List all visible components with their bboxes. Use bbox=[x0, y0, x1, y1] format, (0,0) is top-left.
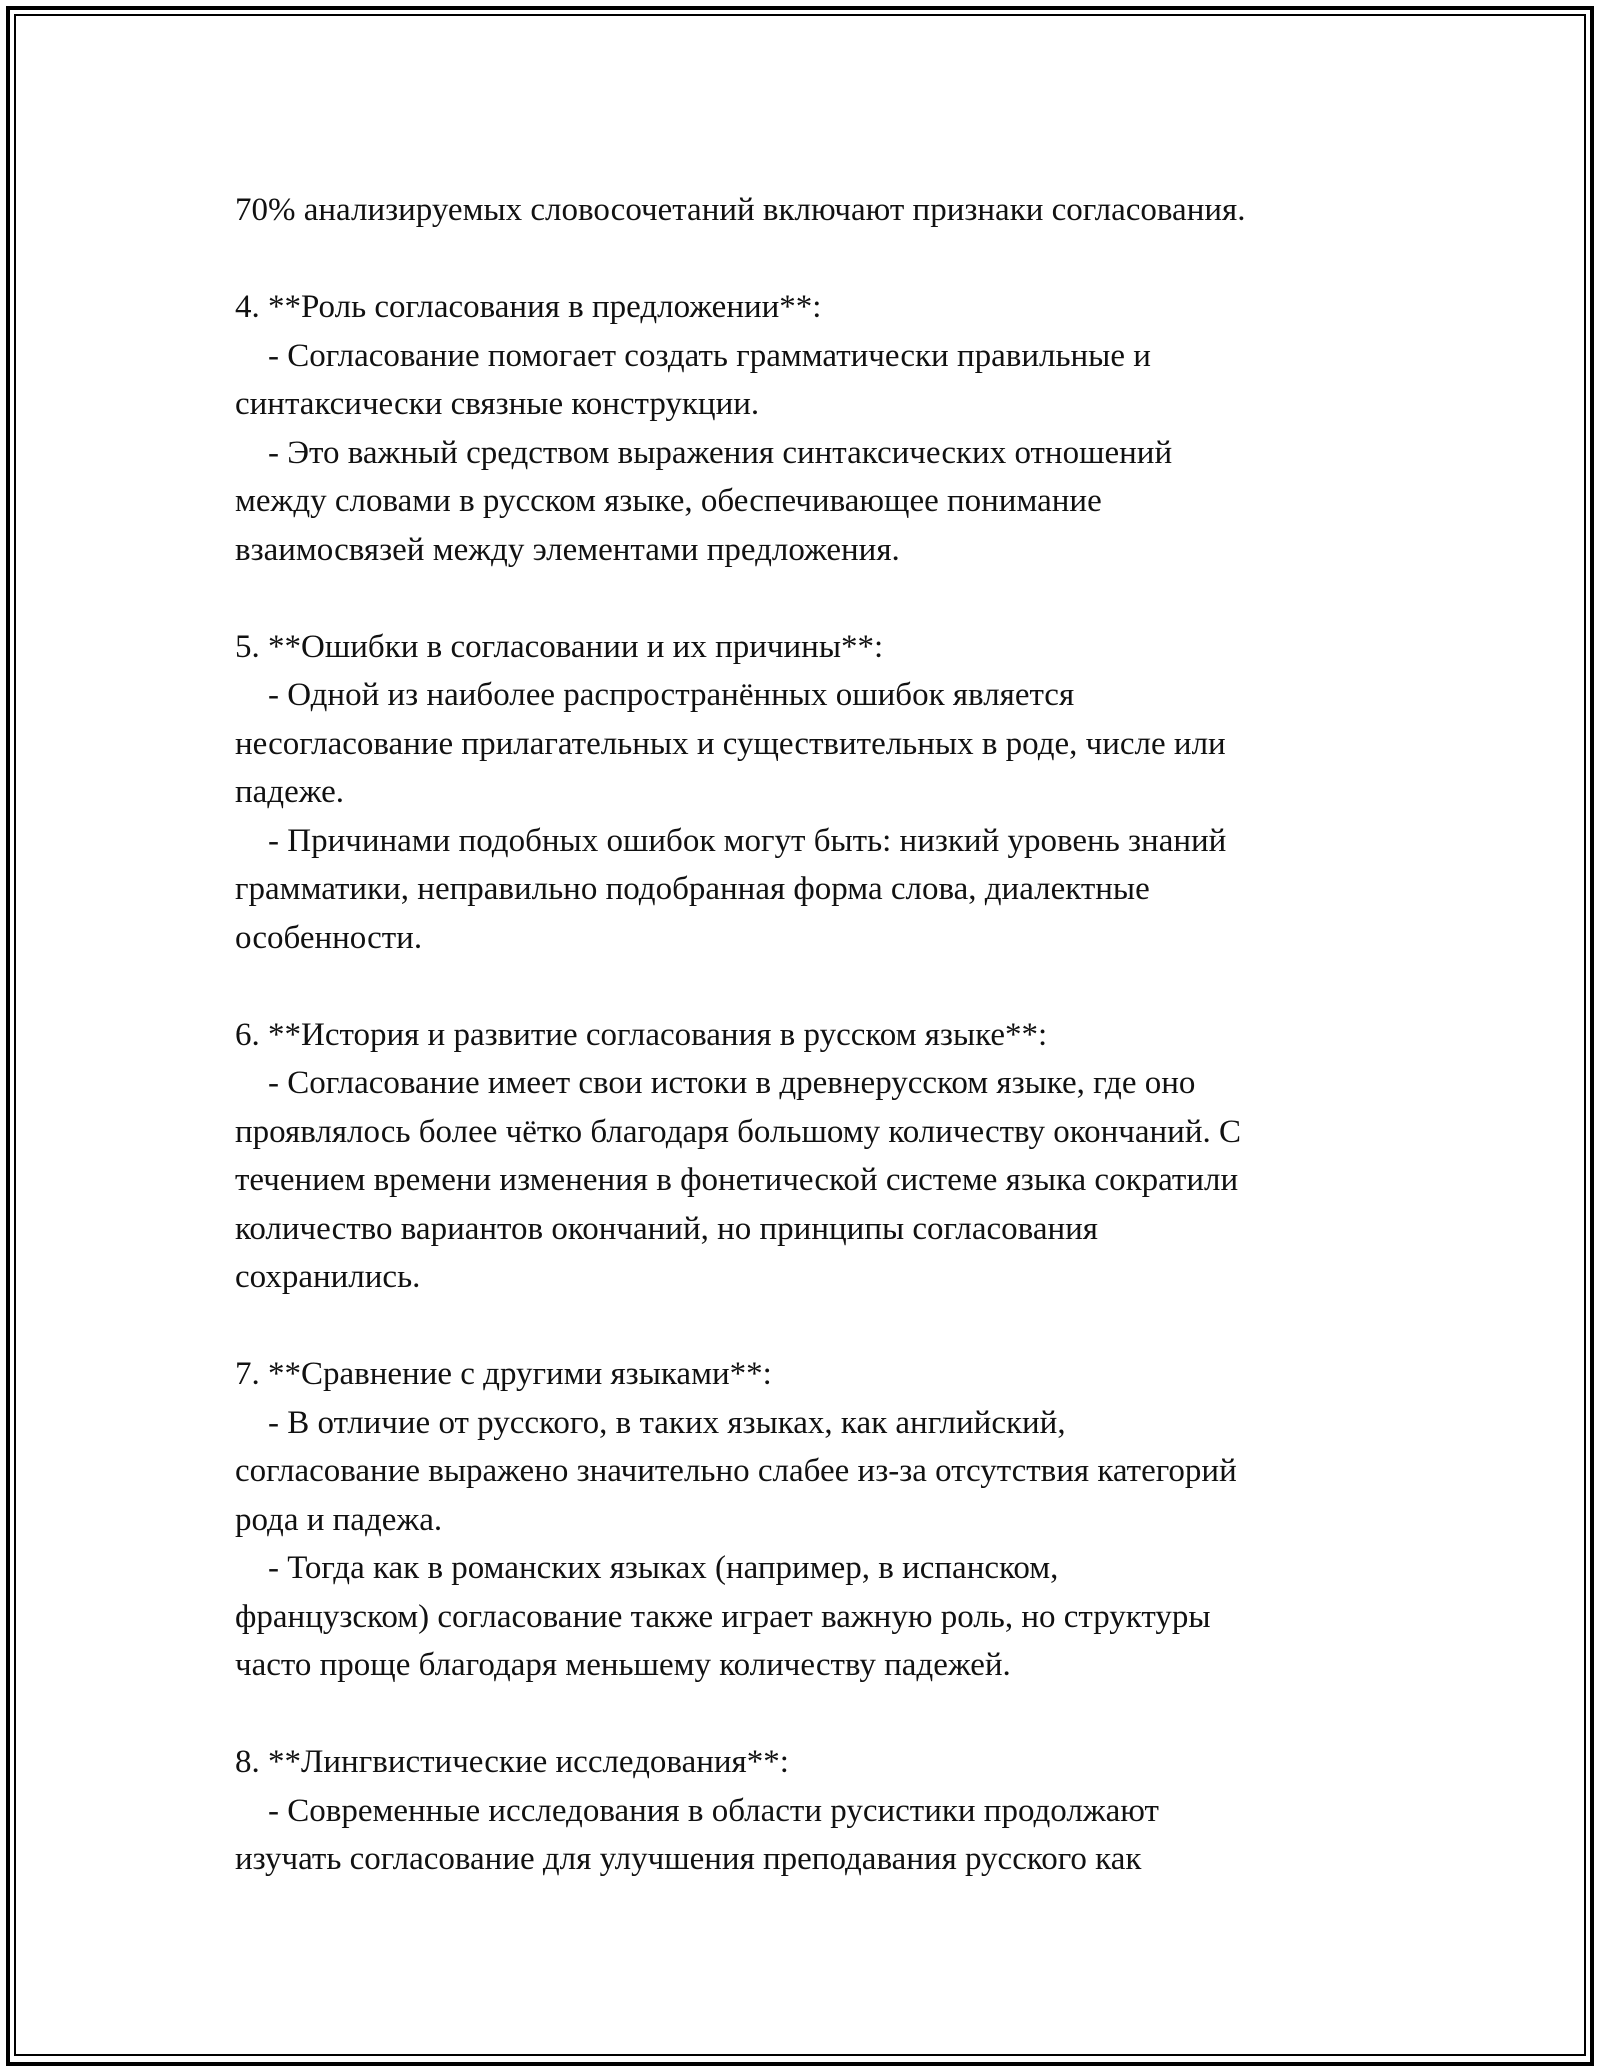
text-line: - Это важный средством выражения синтаксических отношений bbox=[235, 434, 1173, 471]
text-line: взаимосвязей между элементами предложения. bbox=[235, 531, 900, 568]
section-heading: 6. **История и развитие согласования в русском языке**: bbox=[235, 1016, 1048, 1053]
section-heading: 4. **Роль согласования в предложении**: bbox=[235, 289, 822, 325]
blank-line bbox=[235, 574, 1385, 623]
text-line: - Одной из наиболее распространённых ошибок является bbox=[235, 677, 1075, 713]
text-line: - В отличие от русского, в таких языках, как английский, bbox=[235, 1404, 1066, 1441]
text-line: - Тогда как в романских языках (например, в испанском, bbox=[235, 1550, 1059, 1586]
document-body bbox=[235, 186, 1385, 1884]
text-line: проявлялось более чётко благодаря большому количеству окончаний. С bbox=[235, 1113, 1242, 1150]
blank-line bbox=[235, 1690, 1385, 1739]
section-heading: 5. **Ошибки в согласовании и их причины**: bbox=[235, 628, 884, 665]
text-line: несогласование прилагательных и существительных в роде, числе или bbox=[235, 725, 1226, 762]
text-line: синтаксически связные конструкции. bbox=[235, 386, 760, 422]
section-heading: 7. **Сравнение с другими языками**: bbox=[235, 1356, 772, 1392]
text-line: изучать согласование для улучшения преподавания русского как bbox=[235, 1841, 1142, 1877]
text-line: согласование выражено значительно слабее из-за отсутствия категорий bbox=[235, 1453, 1237, 1489]
text-line: между словами в русском языке, обеспечивающее понимание bbox=[235, 483, 1102, 519]
text-line: часто проще благодаря меньшему количеству падежей. bbox=[235, 1647, 1011, 1683]
text-line: сохранились. bbox=[235, 1259, 421, 1295]
text-line: - Согласование помогает создать грамматически правильные и bbox=[235, 337, 1151, 374]
text-line: течением времени изменения в фонетической системе языка сократили bbox=[235, 1162, 1239, 1198]
blank-line bbox=[235, 235, 1385, 284]
text-line: грамматики, неправильно подобранная форма слова, диалектные bbox=[235, 871, 1150, 907]
text-line: французском) согласование также играет важную роль, но структуры bbox=[235, 1598, 1211, 1635]
text-line: особенности. bbox=[235, 919, 423, 956]
text-line: - Согласование имеет свои истоки в древнерусском языке, где оно bbox=[235, 1065, 1196, 1101]
text-line: - Причинами подобных ошибок могут быть: низкий уровень знаний bbox=[235, 822, 1227, 859]
section-heading: 8. **Лингвистические исследования**: bbox=[235, 1744, 789, 1780]
text-line: падеже. bbox=[235, 774, 345, 810]
blank-line bbox=[235, 962, 1385, 1011]
text-line: количество вариантов окончаний, но принципы согласования bbox=[235, 1210, 1098, 1247]
blank-line bbox=[235, 1302, 1385, 1351]
text-line: рода и падежа. bbox=[235, 1501, 443, 1538]
text-line: 70% анализируемых словосочетаний включают признаки согласования. bbox=[235, 192, 1246, 228]
text-line: - Современные исследования в области русистики продолжают bbox=[235, 1792, 1159, 1829]
